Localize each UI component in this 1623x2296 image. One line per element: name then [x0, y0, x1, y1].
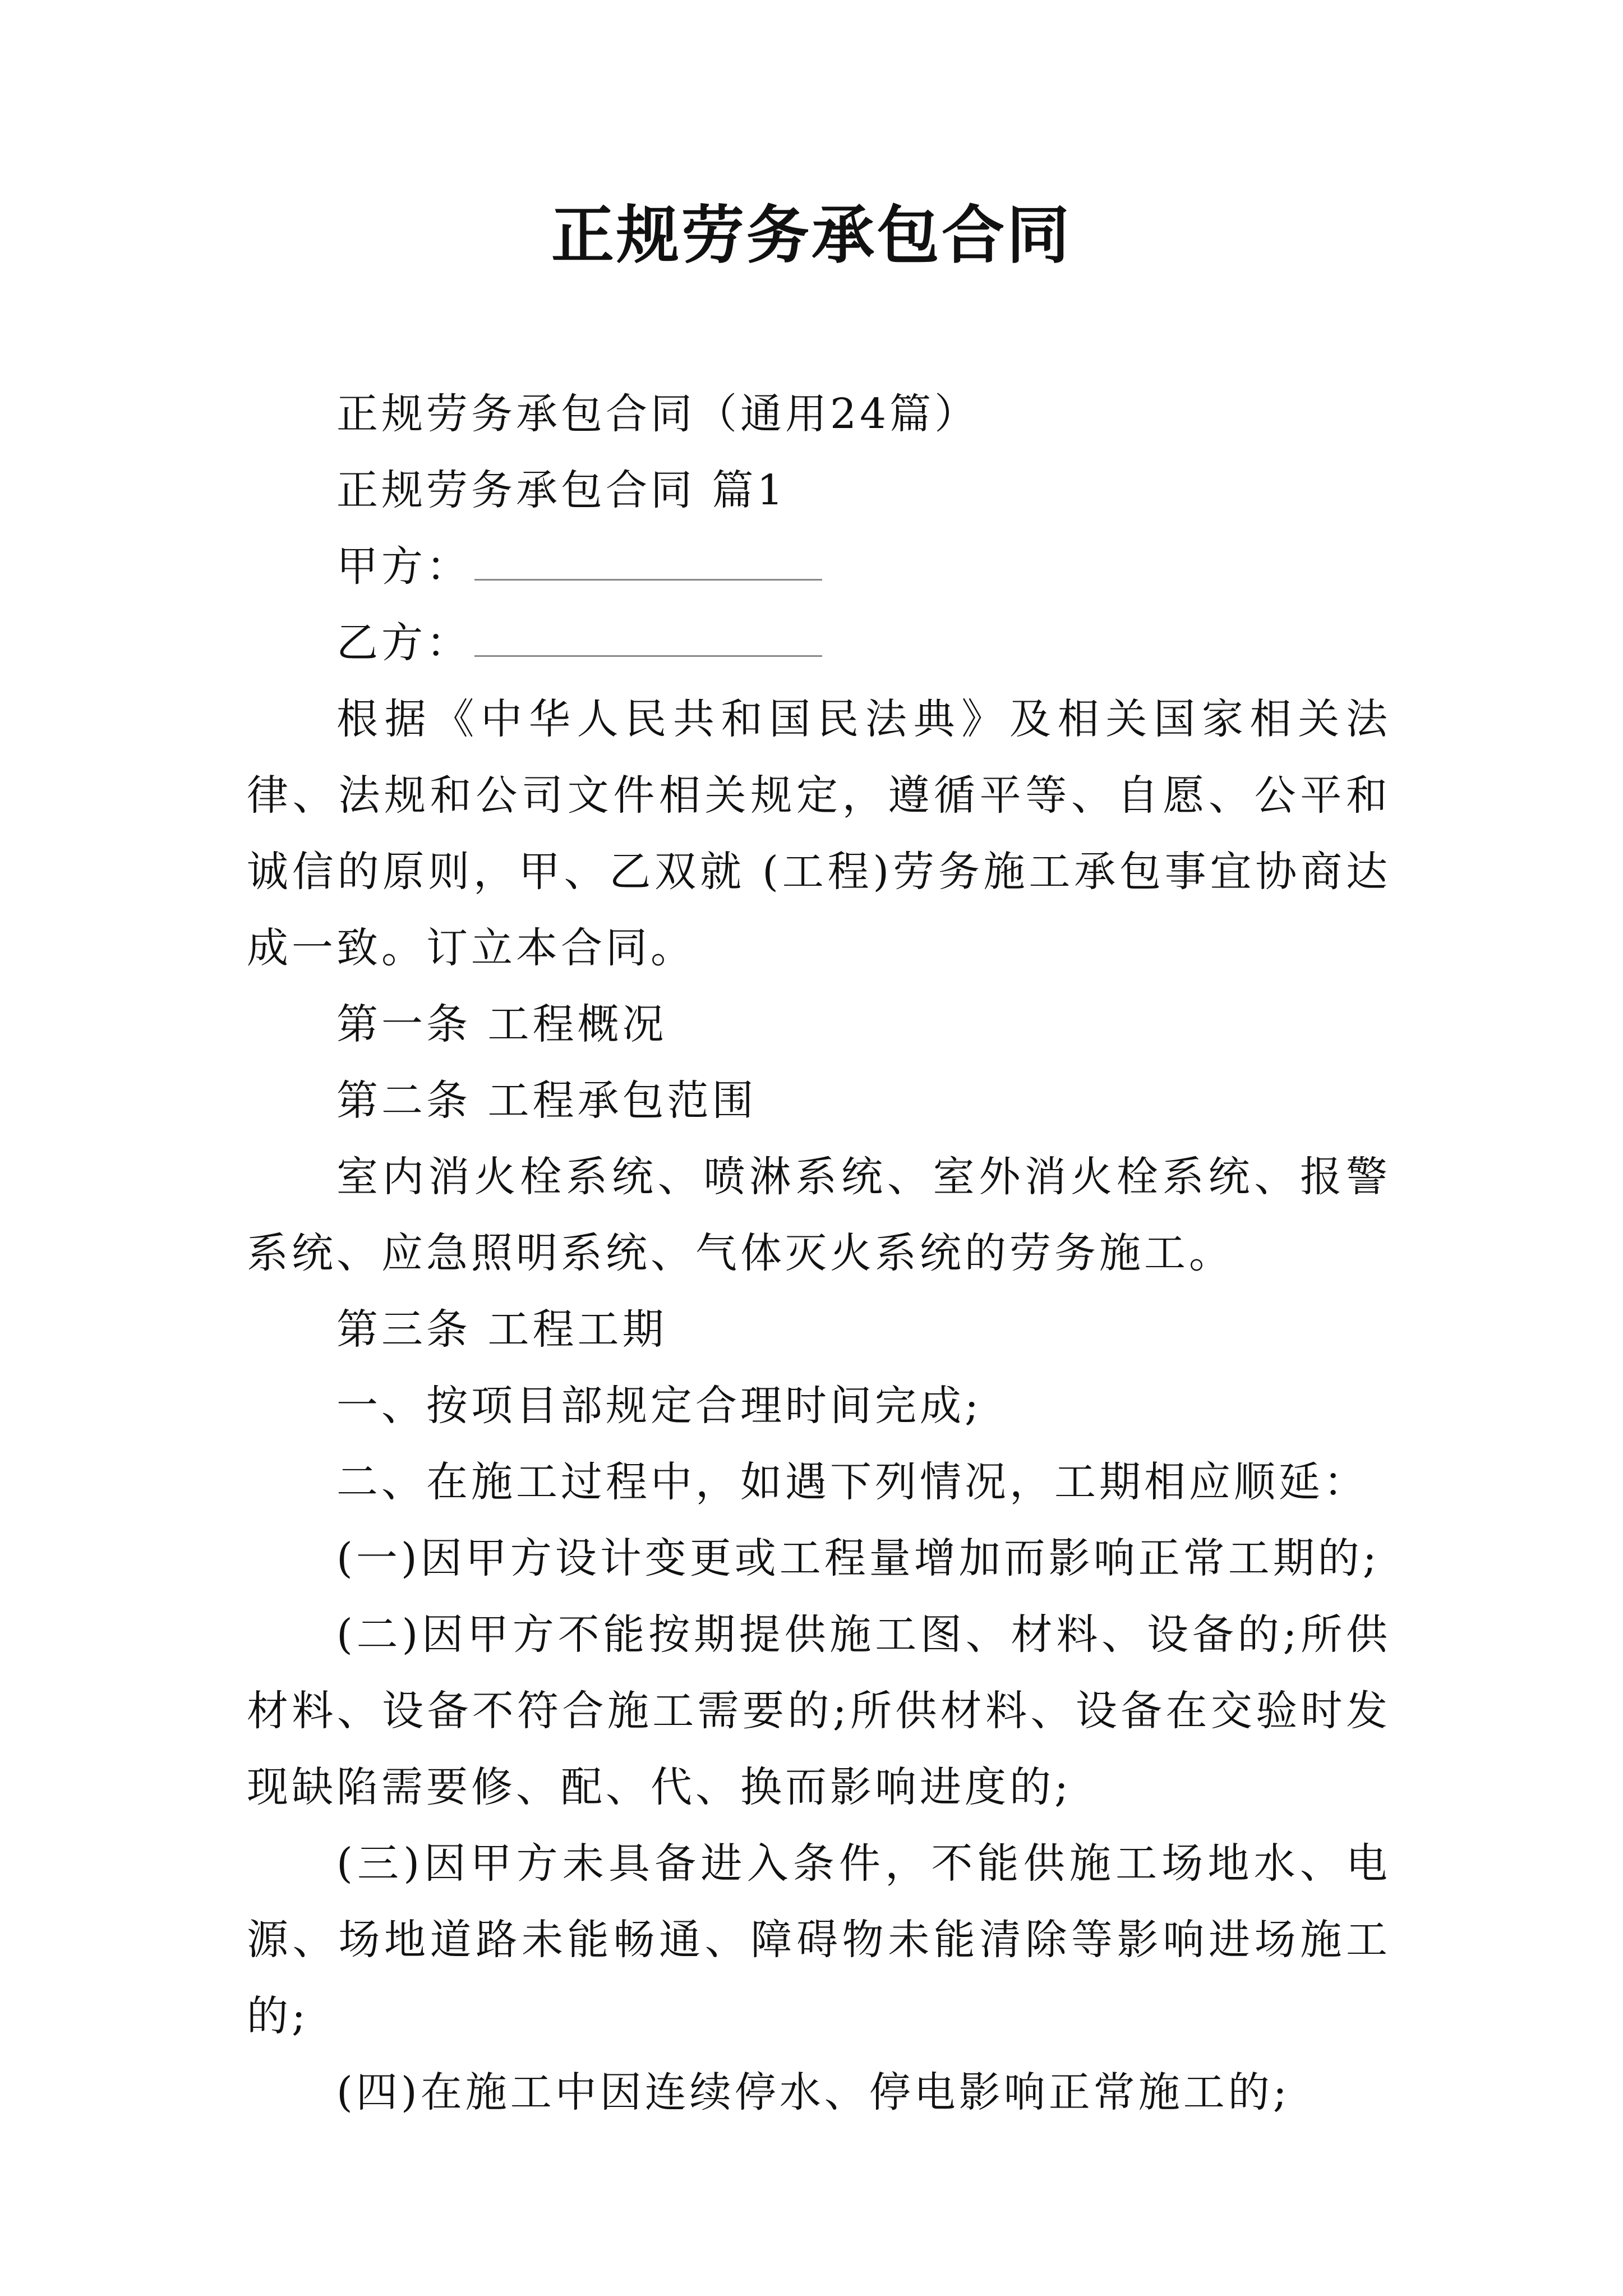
article-1-heading: 第一条 工程概况: [336, 1000, 667, 1048]
party-a-blank: [474, 545, 822, 581]
party-a-label: 甲方：: [336, 542, 471, 591]
subtitle: 正规劳务承包合同（通用24篇）: [336, 390, 980, 438]
intro-paragraph: 根据《中华人民共和国民法典》及相关国家相关法律、法规和公司文件相关规定，遵循平等、自愿、公平和诚信的原则，甲、乙双就 (工程)劳务施工承包事宜协商达成一致。订立本合同。: [247, 695, 1391, 972]
sub-item-2: (二)因甲方不能按期提供施工图、材料、设备的;所供材料、设备不符合施工需要的;所供材料、设备在交验时发现缺陷需要修、配、代、换而影响进度的;: [247, 1611, 1391, 1811]
party-b-blank: [474, 622, 822, 657]
item-2: 二、在施工过程中，如遇下列情况，工期相应顺延：: [336, 1458, 1368, 1506]
document-body: [247, 376, 1391, 2131]
party-b-label: 乙方：: [336, 619, 471, 667]
sub-item-3: (三)因甲方未具备进入条件，不能供施工场地水、电源、场地道路未能畅通、障碍物未能清除等影响进场施工的;: [247, 1839, 1391, 2040]
party-a-line: [247, 528, 1391, 605]
scope-paragraph: 室内消火栓系统、喷淋系统、室外消火栓系统、报警系统、应急照明系统、气体灭火系统的劳务施工。: [247, 1153, 1391, 1277]
item-1: 一、按项目部规定合理时间完成;: [336, 1382, 982, 1430]
article-2-heading: 第二条 工程承包范围: [336, 1076, 757, 1125]
sub-item-1: (一)因甲方设计变更或工程量增加而影响正常工期的;: [336, 1534, 1380, 1582]
party-b-line: [247, 605, 1391, 681]
sub-item-4: (四)在施工中因连续停水、停电影响正常施工的;: [336, 2068, 1290, 2116]
article-3-heading: 第三条 工程工期: [336, 1305, 667, 1354]
section-heading: 正规劳务承包合同 篇1: [336, 466, 787, 514]
document-title: 正规劳务承包合同: [551, 199, 1072, 272]
